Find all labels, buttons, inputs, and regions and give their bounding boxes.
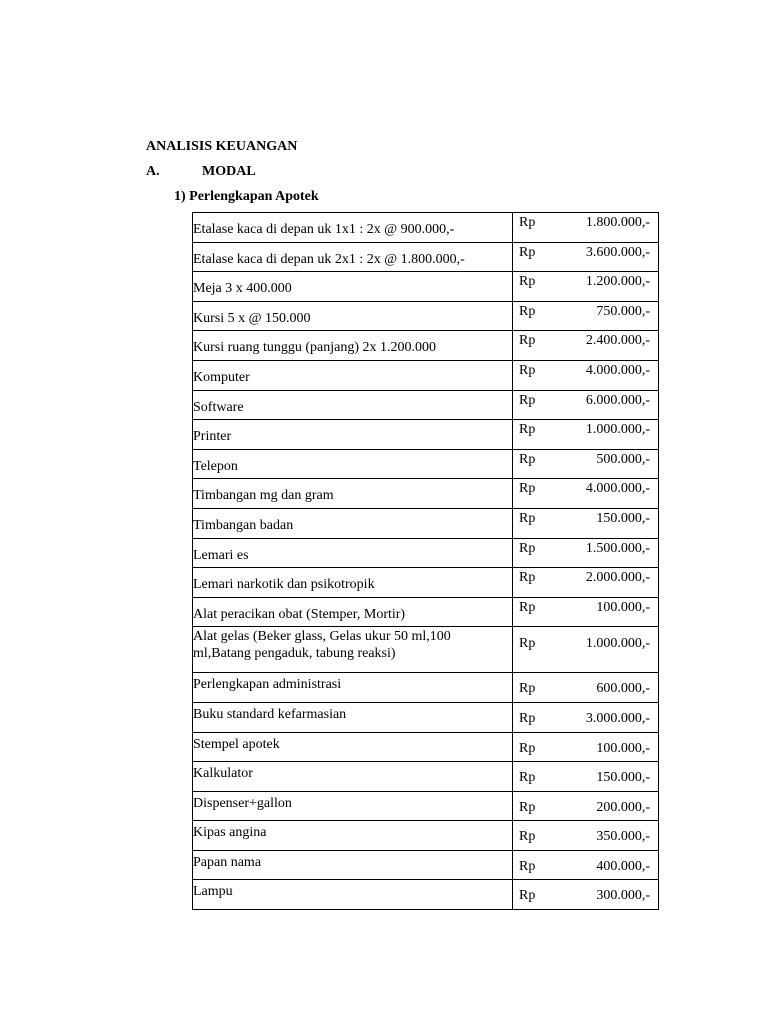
- table-row: [193, 508, 659, 538]
- item-amount: 400.000,-: [596, 858, 650, 874]
- item-amount: 300.000,-: [596, 888, 650, 904]
- table-row: [193, 213, 659, 243]
- item-amount: 3.600.000,-: [585, 244, 650, 260]
- item-name: Etalase kaca di depan uk 2x1 : 2x @ 1.800.000,-: [193, 251, 465, 267]
- table-row: [193, 479, 659, 509]
- item-amount-cell: [513, 791, 659, 821]
- item-currency: Rp: [519, 599, 536, 615]
- document-title: ANALISIS KEUANGAN: [146, 139, 298, 154]
- item-amount: 100.000,-: [596, 740, 650, 756]
- item-name: Telepon: [193, 458, 238, 474]
- section-title: MODAL: [202, 164, 256, 179]
- item-currency: Rp: [519, 422, 536, 438]
- item-amount-cell: [513, 762, 659, 792]
- table-row: [193, 791, 659, 821]
- item-name: Papan nama: [193, 854, 262, 870]
- item-name-cell: [193, 850, 513, 880]
- item-name: Kipas angina: [193, 825, 267, 841]
- item-name-cell: [193, 508, 513, 538]
- item-name-cell: [193, 390, 513, 420]
- item-amount: 150.000,-: [596, 770, 650, 786]
- item-amount-cell: [513, 732, 659, 762]
- table-row: [193, 272, 659, 302]
- item-amount-cell: [513, 880, 659, 910]
- item-amount-cell: [513, 420, 659, 450]
- item-name-cell: [193, 762, 513, 792]
- item-name: Meja 3 x 400.000: [193, 281, 292, 297]
- item-amount-cell: [513, 673, 659, 703]
- item-name: Kalkulator: [193, 766, 253, 782]
- item-amount: 4.000.000,-: [585, 362, 650, 378]
- table-row: [193, 732, 659, 762]
- item-amount-cell: [513, 627, 659, 673]
- item-name: Software: [193, 399, 244, 415]
- item-amount: 1.000.000,-: [585, 422, 650, 438]
- item-name: Stempel apotek: [193, 736, 280, 752]
- item-currency: Rp: [519, 710, 536, 726]
- item-name: Lampu: [193, 884, 233, 900]
- item-amount-cell: [513, 597, 659, 627]
- item-amount-cell: [513, 331, 659, 361]
- item-name-cell: [193, 420, 513, 450]
- table-row: [193, 880, 659, 910]
- item-currency: Rp: [519, 303, 536, 319]
- item-name-cell: [193, 673, 513, 703]
- item-currency: Rp: [519, 481, 536, 497]
- item-amount: 1.500.000,-: [585, 540, 650, 556]
- item-currency: Rp: [519, 510, 536, 526]
- item-name-cell: [193, 360, 513, 390]
- item-amount: 200.000,-: [596, 799, 650, 815]
- table-row: [193, 673, 659, 703]
- item-name-cell: [193, 449, 513, 479]
- item-amount: 750.000,-: [596, 303, 650, 319]
- item-amount: 1.800.000,-: [585, 215, 650, 230]
- item-amount: 350.000,-: [596, 829, 650, 845]
- item-name: Alat gelas (Beker glass, Gelas ukur 50 ml,100 ml,Batang pengaduk, tabung reaksi): [193, 629, 451, 662]
- table-row: [193, 449, 659, 479]
- item-currency: Rp: [519, 636, 536, 652]
- item-amount-cell: [513, 538, 659, 568]
- table-row: [193, 762, 659, 792]
- item-name: Dispenser+gallon: [193, 795, 292, 811]
- item-amount-cell: [513, 508, 659, 538]
- item-name-cell: [193, 213, 513, 243]
- item-name-cell: [193, 627, 513, 673]
- item-currency: Rp: [519, 829, 536, 845]
- item-amount: 2.400.000,-: [585, 333, 650, 349]
- item-currency: Rp: [519, 392, 536, 408]
- item-name-cell: [193, 880, 513, 910]
- item-name: Buku standard kefarmasian: [193, 706, 347, 722]
- item-currency: Rp: [519, 215, 536, 230]
- item-currency: Rp: [519, 451, 536, 467]
- item-amount: 600.000,-: [596, 681, 650, 697]
- item-currency: Rp: [519, 770, 536, 786]
- item-amount-cell: [513, 702, 659, 732]
- table-row: [193, 538, 659, 568]
- item-amount-cell: [513, 301, 659, 331]
- item-amount: 100.000,-: [596, 599, 650, 615]
- item-amount-cell: [513, 449, 659, 479]
- item-amount-cell: [513, 360, 659, 390]
- item-amount: 1.000.000,-: [585, 636, 650, 652]
- item-amount: 500.000,-: [596, 451, 650, 467]
- item-name: Lemari es: [193, 547, 249, 563]
- table-row: [193, 568, 659, 598]
- item-currency: Rp: [519, 858, 536, 874]
- item-name: Kursi ruang tunggu (panjang) 2x 1.200.000: [193, 340, 437, 356]
- item-name-cell: [193, 732, 513, 762]
- item-name-cell: [193, 702, 513, 732]
- item-name-cell: [193, 331, 513, 361]
- item-name-cell: [193, 242, 513, 272]
- table-row: [193, 702, 659, 732]
- table-row: [193, 420, 659, 450]
- item-currency: Rp: [519, 540, 536, 556]
- item-name-cell: [193, 538, 513, 568]
- item-amount-cell: [513, 850, 659, 880]
- table-row: [193, 360, 659, 390]
- item-name: Perlengkapan administrasi: [193, 677, 342, 693]
- item-currency: Rp: [519, 274, 536, 290]
- table-row: [193, 597, 659, 627]
- item-currency: Rp: [519, 740, 536, 756]
- item-name: Alat peracikan obat (Stemper, Mortir): [193, 606, 406, 622]
- item-amount-cell: [513, 479, 659, 509]
- item-amount: 4.000.000,-: [585, 481, 650, 497]
- table-row: [193, 627, 659, 673]
- item-amount: 150.000,-: [596, 510, 650, 526]
- table-row: [193, 301, 659, 331]
- item-amount-cell: [513, 568, 659, 598]
- subsection-title: 1) Perlengkapan Apotek: [174, 189, 319, 204]
- table-row: [193, 331, 659, 361]
- item-currency: Rp: [519, 362, 536, 378]
- item-name-cell: [193, 568, 513, 598]
- table-row: [193, 390, 659, 420]
- item-name-cell: [193, 272, 513, 302]
- item-name: Timbangan badan: [193, 517, 294, 533]
- item-currency: Rp: [519, 333, 536, 349]
- item-name-cell: [193, 597, 513, 627]
- item-name: Timbangan mg dan gram: [193, 488, 334, 504]
- equipment-table: [192, 212, 659, 910]
- item-currency: Rp: [519, 681, 536, 697]
- item-name: Etalase kaca di depan uk 1x1 : 2x @ 900.000,-: [193, 222, 455, 237]
- table-row: [193, 821, 659, 851]
- item-name-cell: [193, 821, 513, 851]
- item-name-cell: [193, 479, 513, 509]
- item-name: Komputer: [193, 369, 250, 385]
- table-row: [193, 850, 659, 880]
- item-currency: Rp: [519, 570, 536, 586]
- item-amount-cell: [513, 821, 659, 851]
- item-amount-cell: [513, 213, 659, 243]
- item-currency: Rp: [519, 888, 536, 904]
- item-currency: Rp: [519, 799, 536, 815]
- item-name-cell: [193, 791, 513, 821]
- item-currency: Rp: [519, 244, 536, 260]
- item-amount: 3.000.000,-: [585, 710, 650, 726]
- item-amount: 6.000.000,-: [585, 392, 650, 408]
- table-row: [193, 242, 659, 272]
- item-amount-cell: [513, 390, 659, 420]
- item-amount-cell: [513, 242, 659, 272]
- item-name-cell: [193, 301, 513, 331]
- item-amount-cell: [513, 272, 659, 302]
- item-name: Kursi 5 x @ 150.000: [193, 310, 311, 326]
- item-amount: 1.200.000,-: [585, 274, 650, 290]
- item-name: Lemari narkotik dan psikotropik: [193, 577, 375, 593]
- section-marker: A.: [146, 164, 160, 179]
- item-name: Printer: [193, 429, 232, 445]
- item-amount: 2.000.000,-: [585, 570, 650, 586]
